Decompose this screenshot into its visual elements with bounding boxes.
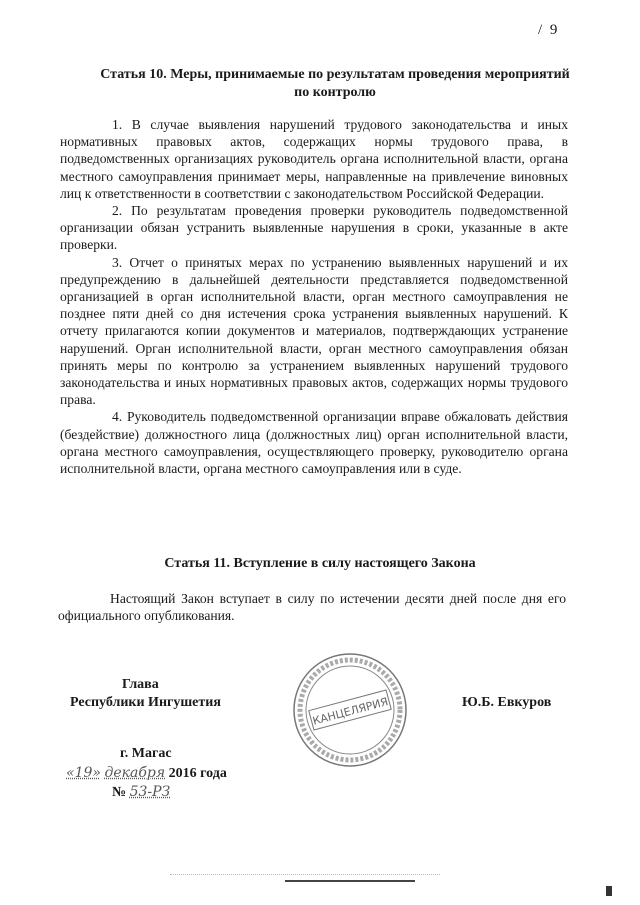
date-close-quote: » — [92, 765, 101, 781]
law-number-prefix: № — [112, 785, 127, 800]
article-10-body — [60, 116, 568, 477]
article-11-body — [58, 590, 566, 624]
seal-label: КАНЦЕЛЯРИЯ — [311, 695, 390, 728]
date-month: декабря — [104, 765, 166, 781]
date-year: 2016 года — [168, 766, 227, 781]
signatory-name: Ю.Б. Евкуров — [462, 695, 552, 710]
signatory-title-line-1: Глава — [122, 677, 159, 692]
article-10-paragraph-3: 3. Отчет о принятых мерах по устранению выявленных нарушений и их предупреждению в дальнейшей деятельности представляется подведомственной организацией в орган исполнительной власти, орган местного самоуправления не позднее пяти дней со дня истечения срока устранения выявленных нарушений. К отчету прилагаются копии документов и материалов, подтверждающих устранение нарушений. Орган исполнительной власти, орган местного самоуправления обязан принять меры по контролю за устранением выявленных нарушений трудового законодательства и иных нормативных правовых актов, содержащих нормы трудового права. — [60, 254, 568, 408]
scan-artifact-line — [285, 880, 415, 882]
signing-date — [66, 764, 227, 783]
date-day: 19 — [74, 765, 93, 781]
scan-artifact-mark — [606, 886, 612, 896]
article-10-paragraph-4: 4. Руководитель подведомственной организации вправе обжаловать действия (бездействие) должностного лица (должностных лиц) орган исполнительной власти, органа местного самоуправления, осуществляющего проверку, руководителю органа исполнительной власти, органа местного самоуправления или в суде. — [60, 409, 568, 477]
scan-artifact-dotted-line — [170, 874, 440, 876]
signing-place: г. Магас — [120, 746, 172, 761]
article-11-title: Статья 11. Вступление в силу настоящего Закона — [164, 556, 476, 571]
article-10-paragraph-1: 1. В случае выявления нарушений трудового законодательства и иных нормативных правовых актов, содержащих нормы трудового права, в подведомственных организациях руководитель органа исполнительной власти, органа местного самоуправления принимает меры, направленные на привлечение виновных лиц к ответственности в соответствии с законодательством Российской Федерации. — [60, 117, 568, 201]
law-number-value: 53-РЗ — [129, 784, 171, 800]
article-10-paragraph-2: 2. По результатам проведения проверки руководитель подведомственной организации обязан устранить выявленные нарушения в сроки, указанные в акте проверки. — [60, 203, 568, 253]
date-open-quote: « — [66, 765, 75, 781]
article-11-paragraph: Настоящий Закон вступает в силу по истечении десяти дней после дня его официального опубликования. — [58, 591, 566, 624]
official-seal-stamp — [290, 650, 410, 770]
law-number — [112, 783, 170, 802]
article-10-title: Статья 10. Меры, принимаемые по результатам проведения мероприятий по контролю — [100, 67, 570, 100]
signatory-title-line-2: Республики Ингушетия — [70, 695, 221, 710]
page-number: / 9 — [538, 22, 560, 38]
